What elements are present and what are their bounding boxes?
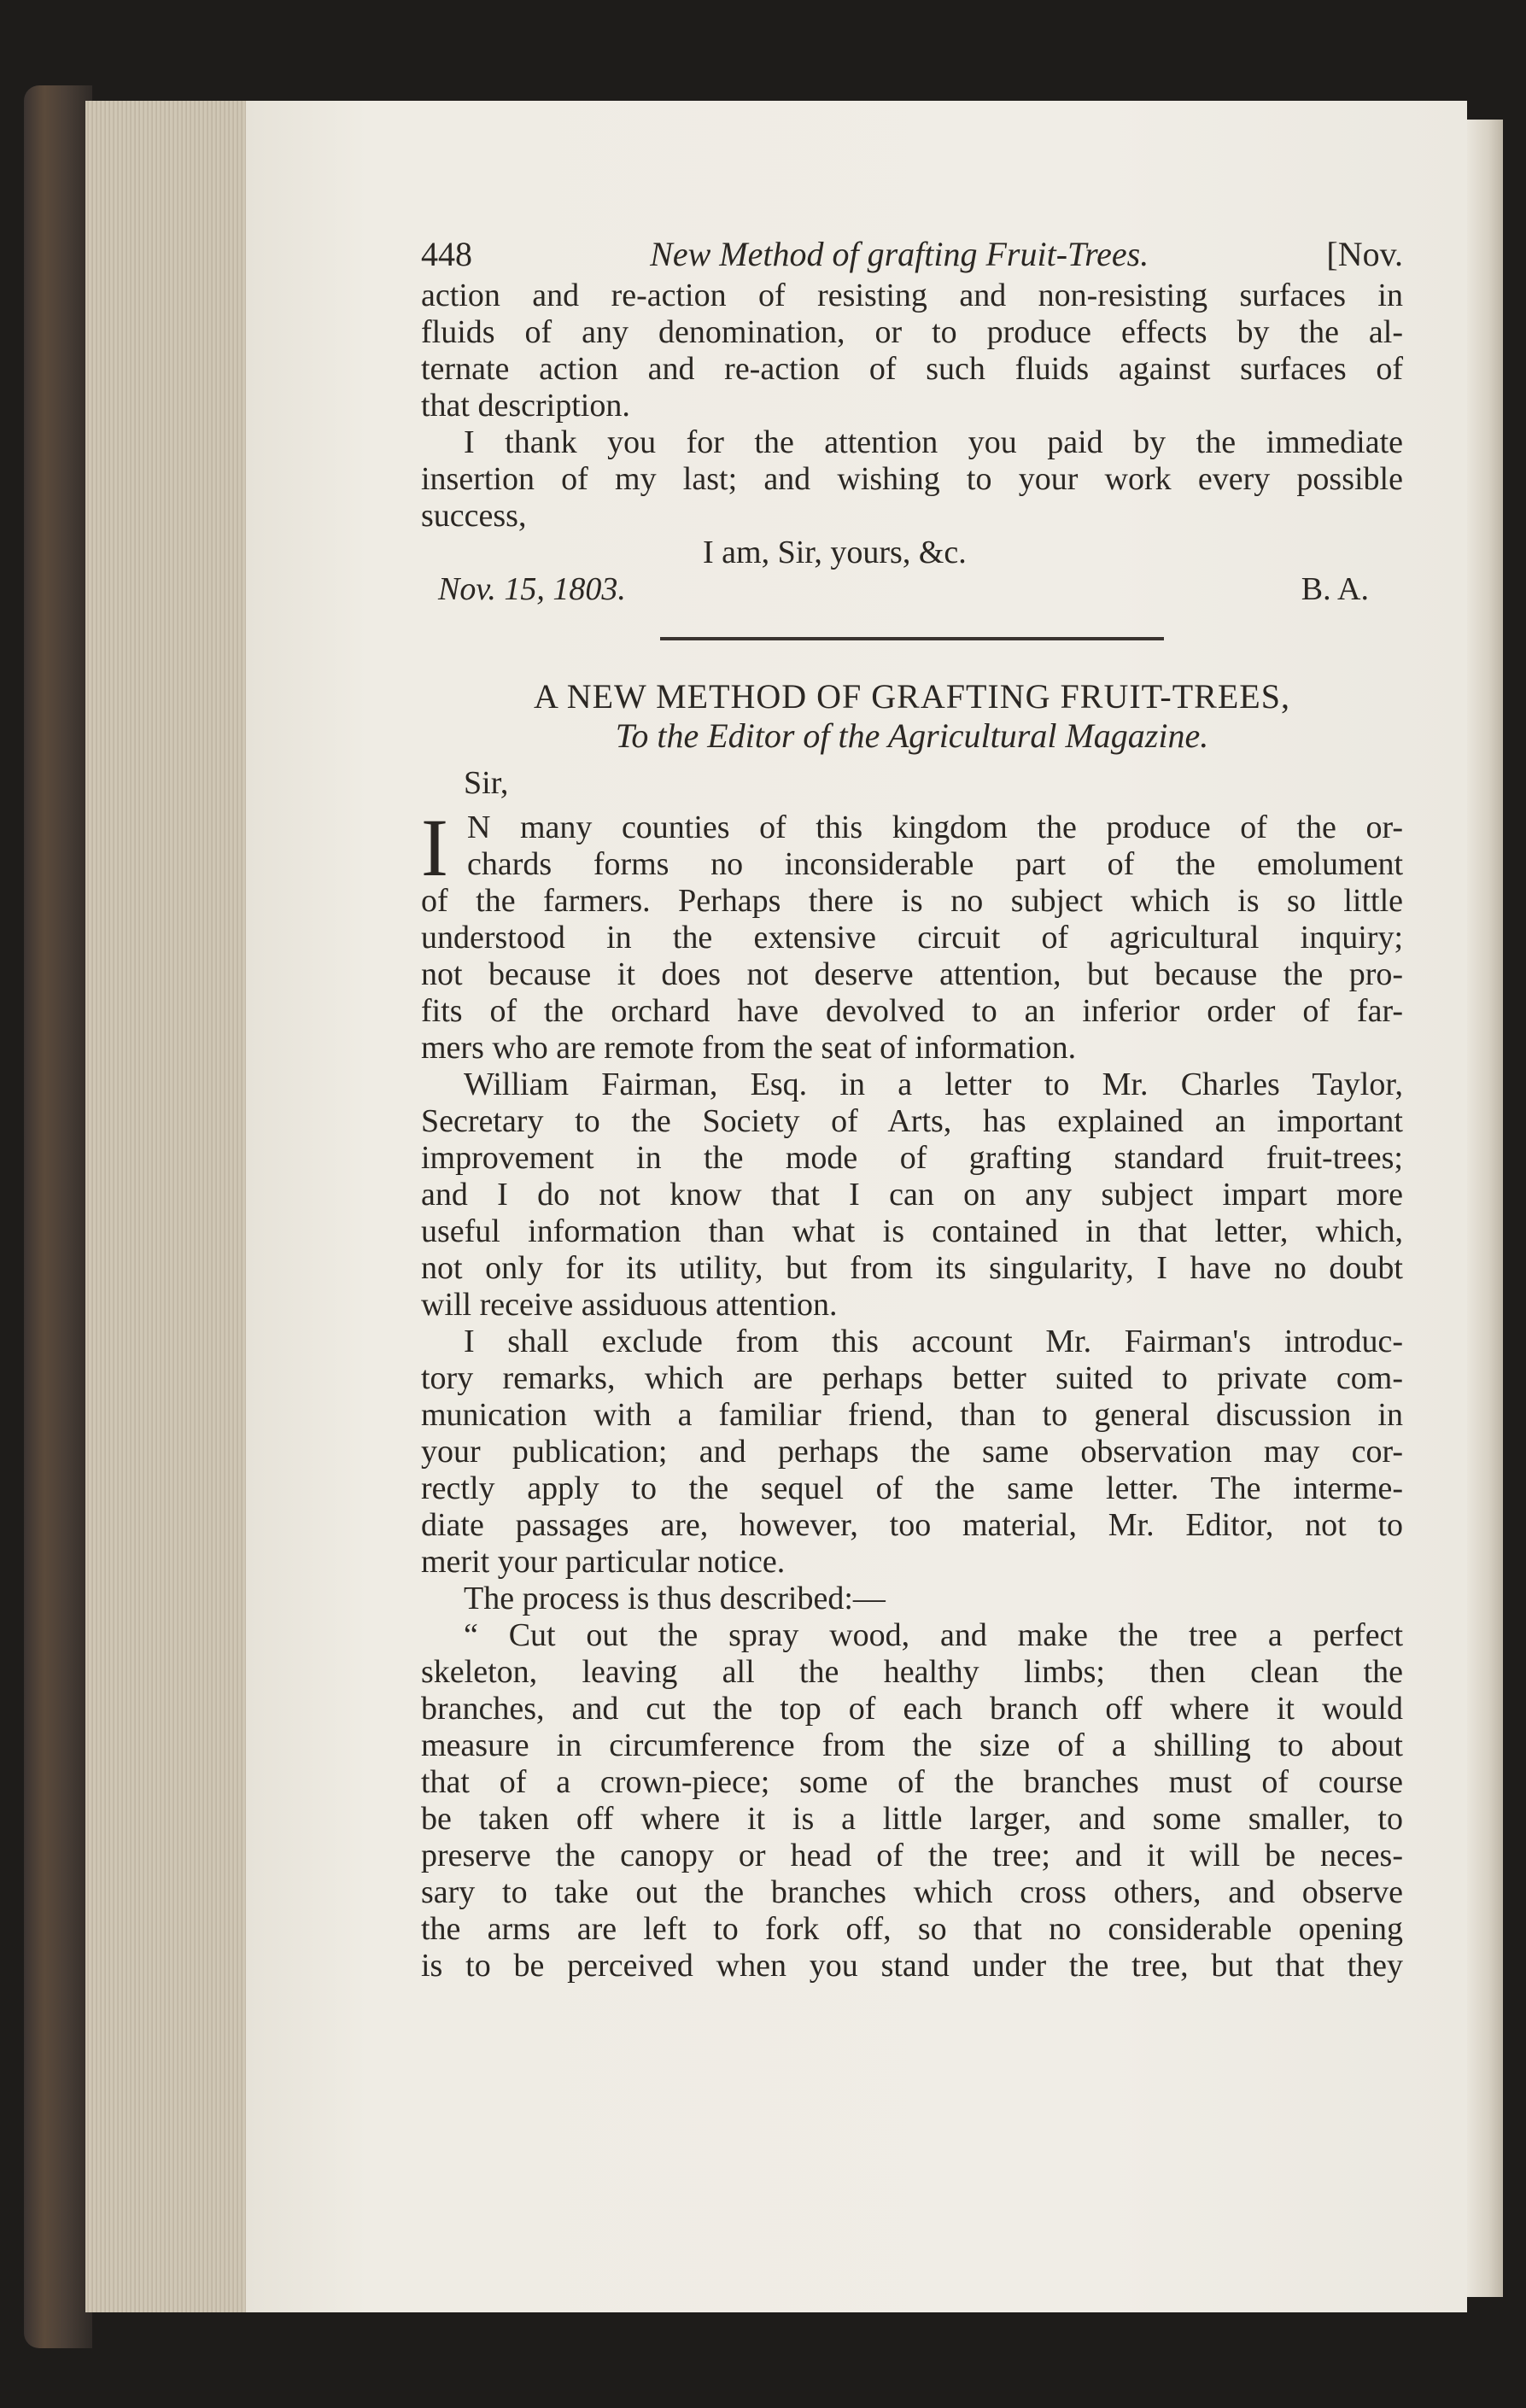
date-signature-row xyxy=(421,571,1403,608)
text-line: sary to take out the branches which cross others, and observe xyxy=(421,1874,1403,1910)
text-line: The process is thus described:— xyxy=(464,1581,886,1616)
facing-page-edge xyxy=(1467,120,1503,2297)
text-line: “ Cut out the spray wood, and make the tree a perfect xyxy=(464,1617,1403,1653)
text-line: mers who are remote from the seat of information. xyxy=(421,1030,1077,1066)
text-line: munication with a familiar friend, than to general discussion in xyxy=(421,1397,1403,1433)
text-line: merit your particular notice. xyxy=(421,1544,786,1580)
drop-cap: I xyxy=(421,802,448,893)
text-line: skeleton, leaving all the healthy limbs; then clean the xyxy=(421,1654,1403,1690)
page-text xyxy=(421,236,1403,1984)
text-line: branches, and cut the top of each branch off where it would xyxy=(421,1691,1403,1727)
text-line: rectly apply to the sequel of the same letter. The interme- xyxy=(421,1470,1403,1506)
text-line: tory remarks, which are perhaps better suited to private com- xyxy=(421,1360,1403,1396)
text-line: I shall exclude from this account Mr. Fairman's introduc- xyxy=(464,1324,1403,1359)
article-subtitle: To the Editor of the Agricultural Magazine. xyxy=(615,716,1209,755)
letter-date: Nov. 15, 1803. xyxy=(438,571,626,607)
text-line: preserve the canopy or head of the tree; and it will be neces- xyxy=(421,1838,1403,1873)
text-line: not only for its utility, but from its singularity, I have no doubt xyxy=(421,1250,1403,1286)
text-line: action and re-action of resisting and non-resisting surfaces in xyxy=(421,278,1403,313)
text-line: useful information than what is contained in that letter, which, xyxy=(421,1213,1403,1249)
running-header xyxy=(421,236,1403,272)
text-line: insertion of my last; and wishing to your work every possible xyxy=(421,461,1403,497)
text-line: not because it does not deserve attention, but because the pro- xyxy=(421,956,1403,992)
paragraph-4 xyxy=(421,1581,1403,1617)
letter-closing: I am, Sir, yours, &c. xyxy=(703,535,967,570)
section-divider xyxy=(660,637,1164,640)
text-line: I thank you for the attention you paid by the immediate xyxy=(464,424,1403,460)
text-line: your publication; and perhaps the same observation may cor- xyxy=(421,1434,1403,1470)
letter-signature: B. A. xyxy=(1301,571,1369,607)
thanks-paragraph xyxy=(421,424,1403,535)
text-line: William Fairman, Esq. in a letter to Mr. Charles Taylor, xyxy=(464,1067,1403,1102)
text-line: fluids of any denomination, or to produce effects by the al- xyxy=(421,314,1403,350)
text-line: Secretary to the Society of Arts, has explained an important xyxy=(421,1103,1403,1139)
text-line: N many counties of this kingdom the produce of the or- xyxy=(467,809,1403,845)
book-binding xyxy=(24,85,92,2348)
page-edges xyxy=(85,101,248,2312)
text-line: improvement in the mode of grafting standard fruit-trees; xyxy=(421,1140,1403,1176)
text-line: is to be perceived when you stand under the tree, but that they xyxy=(421,1948,1403,1984)
text-line: that of a crown-piece; some of the branches must of course xyxy=(421,1764,1403,1800)
text-line: success, xyxy=(421,498,527,534)
continued-paragraph xyxy=(421,278,1403,424)
text-line: measure in circumference from the size of a shilling to about xyxy=(421,1727,1403,1763)
text-line: of the farmers. Perhaps there is no subject which is so little xyxy=(421,883,1403,919)
book-page xyxy=(246,101,1467,2312)
paragraph-3 xyxy=(421,1324,1403,1581)
running-title: New Method of grafting Fruit-Trees. xyxy=(650,235,1149,273)
article-title: A NEW METHOD OF GRAFTING FRUIT-TREES, xyxy=(534,677,1290,716)
page-number: 448 xyxy=(421,235,472,273)
text-line: ternate action and re-action of such fluids against surfaces of xyxy=(421,351,1403,387)
text-line: be taken off where it is a little larger, and some smaller, to xyxy=(421,1801,1403,1837)
paragraph-1 xyxy=(421,802,1403,1067)
text-line: fits of the orchard have devolved to an inferior order of far- xyxy=(421,993,1403,1029)
header-month: [Nov. xyxy=(1326,235,1403,273)
paragraph-5 xyxy=(421,1617,1403,1984)
paragraph-2 xyxy=(421,1067,1403,1324)
text-line: understood in the extensive circuit of agricultural inquiry; xyxy=(421,920,1403,956)
text-line: the arms are left to fork off, so that no considerable opening xyxy=(421,1911,1403,1947)
text-line: will receive assiduous attention. xyxy=(421,1287,838,1323)
text-line: that description. xyxy=(421,388,630,424)
salutation: Sir, xyxy=(464,765,509,801)
text-line: diate passages are, however, too material, Mr. Editor, not to xyxy=(421,1507,1403,1543)
text-line: chards forms no inconsiderable part of the emolument xyxy=(467,846,1403,882)
text-line: and I do not know that I can on any subject impart more xyxy=(421,1177,1403,1213)
